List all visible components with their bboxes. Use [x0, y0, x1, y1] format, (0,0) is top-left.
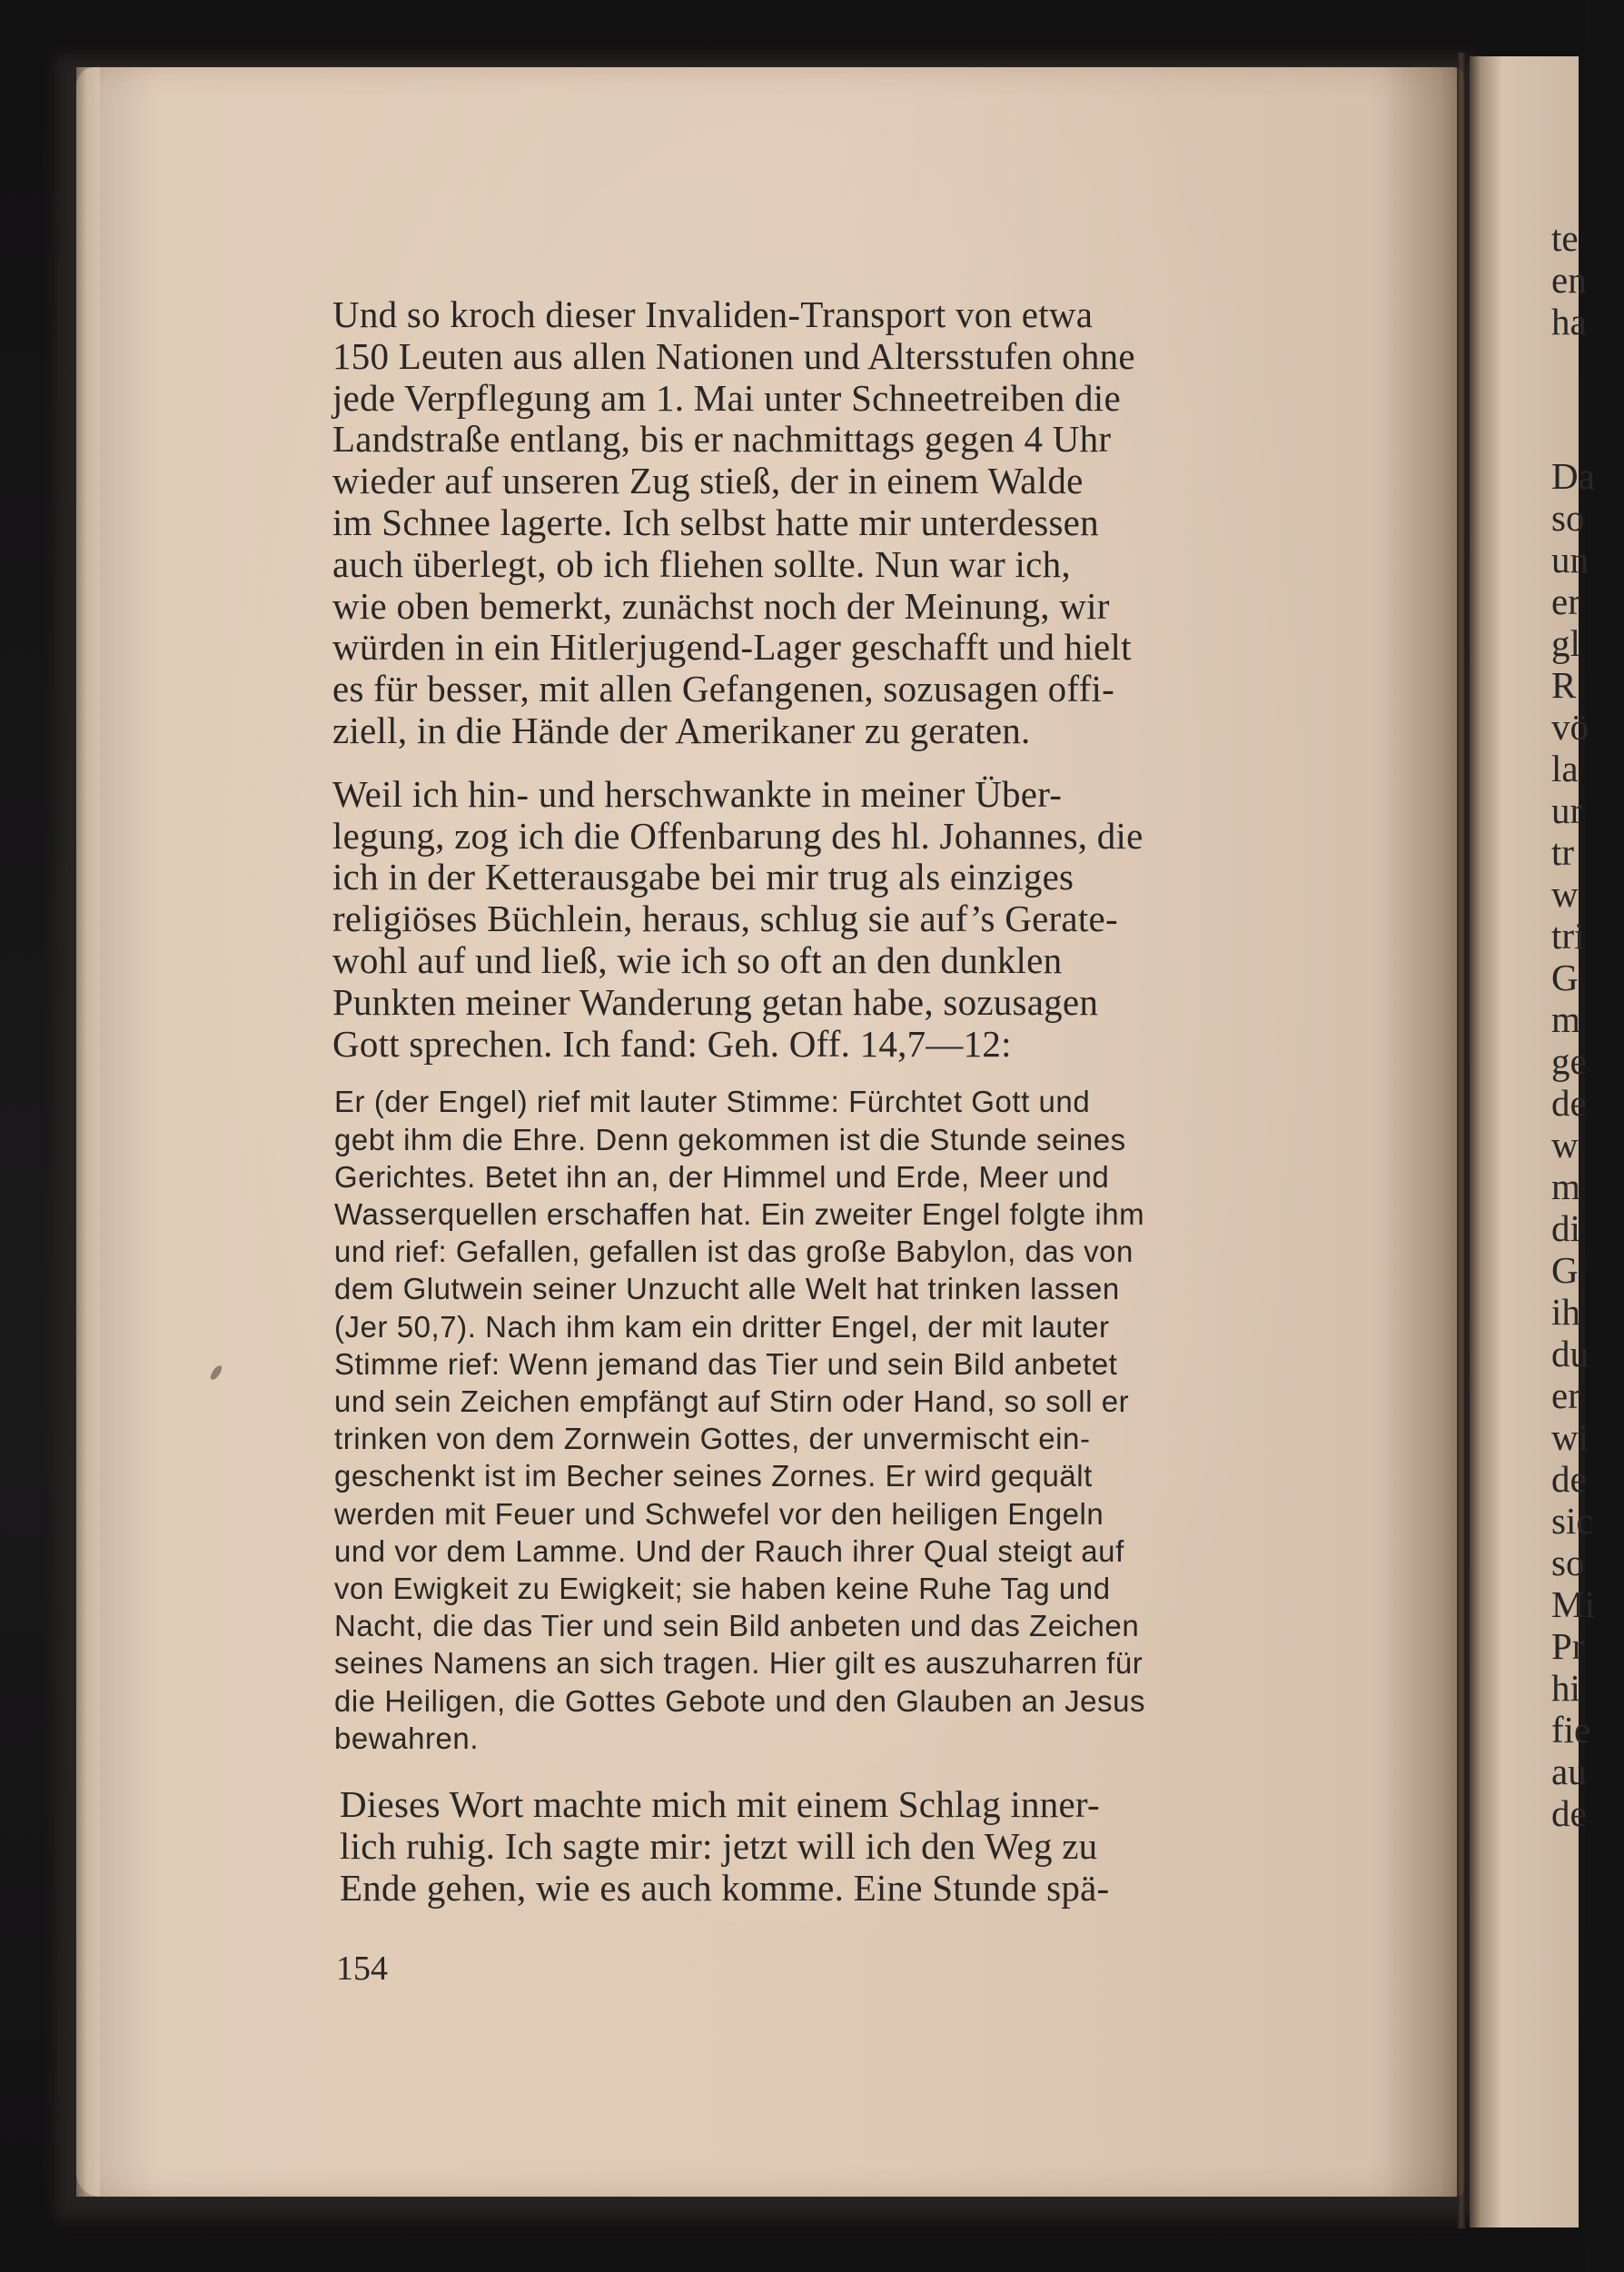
fragment-line: la: [1551, 748, 1579, 789]
fragment-line: au: [1551, 1751, 1587, 1792]
fragment-line: ur: [1551, 789, 1583, 831]
fragment-line: de: [1551, 1458, 1587, 1500]
fragment-line: R: [1551, 664, 1577, 706]
book-spine-shadow: [1457, 53, 1466, 2228]
fragment-line: so: [1551, 1542, 1585, 1583]
fragment-line: ge: [1551, 1040, 1587, 1082]
page-number: 154: [336, 1950, 388, 1988]
fragment-line: m: [1551, 998, 1580, 1040]
fragment-line: tr: [1551, 831, 1575, 873]
next-page-edge: [1470, 56, 1595, 2227]
fragment-line: tri: [1551, 915, 1585, 957]
fragment-line: G: [1551, 957, 1579, 998]
paper-fleck: [209, 1364, 224, 1381]
fragment-line: Mi: [1551, 1583, 1595, 1625]
left-book-page: [76, 67, 1464, 2197]
fragment-line: w: [1551, 1124, 1579, 1166]
page-edge-left: [76, 67, 100, 2197]
fragment-line: ha: [1551, 301, 1587, 342]
fragment-line: Da: [1551, 455, 1595, 497]
fragment-line: wi: [1551, 1416, 1589, 1458]
fragment-line: de: [1551, 1792, 1587, 1834]
fragment-line: so: [1551, 497, 1585, 539]
fragment-line: er: [1551, 580, 1580, 622]
fragment-line: du: [1551, 1333, 1589, 1374]
fragment-line: w: [1551, 873, 1579, 915]
body-paragraph-3: Dieses Wort machte mich mit einem Schlag inner- lich ruhig. Ich sagte mir: jetzt will ich den Weg zu Ende gehen, wie es auch komme. Eine Stunde spä-: [340, 1783, 1110, 1909]
fragment-line: G: [1551, 1249, 1579, 1291]
fragment-line: ih: [1551, 1291, 1580, 1333]
fragment-line: un: [1551, 539, 1589, 580]
fragment-line: di: [1551, 1207, 1580, 1249]
fragment-line: en: [1551, 259, 1587, 301]
fragment-line: de: [1551, 1082, 1587, 1124]
body-paragraph-1: Und so kroch dieser Invaliden-Transport von etwa 150 Leuten aus allen Nationen und Altersstufen ohne jede Verpflegung am 1. Mai unter Schneetreiben die Landstraße entlang, bis er nachmittags gegen 4 Uhr wieder auf unseren Zug stieß, der in einem Walde im Schnee lagerte. Ich selbst hatte mir unterdessen auch überlegt, ob ich fliehen sollte. Nun war ich, wie oben bemerkt, zunächst noch der Meinung, wir würden in ein Hitlerjugend-Lager geschafft und hielt es für besser, mit allen Gefangenen, sozusagen offi- ziell, in die Hände der Amerikaner zu geraten.: [332, 293, 1135, 751]
scripture-quotation: Er (der Engel) rief mit lauter Stimme: Fürchtet Gott und gebt ihm die Ehre. Denn gekommen ist die Stunde seines Gerichtes. Betet ihn an, der Himmel und Erde, Meer und Wasserquellen erschaffen hat. Ein zweiter Engel folgte ihm und rief: Gefallen, gefallen ist das große Babylon, das von dem Glutwein seiner Unzucht alle Welt hat trinken lassen (Jer 50,7). Nach ihm kam ein dritter Engel, der mit lauter Stimme rief: Wenn jemand das Tier und sein Bild anbetet und sein Zeichen empfängt auf Stirn oder Hand, so soll er trinken von dem Zornwein Gottes, der unvermischt ein- geschenkt ist im Becher seines Zornes. Er wird gequält werden mit Feuer und Schwefel vor den heiligen Engeln und vor dem Lamme. Und der Rauch ihrer Qual steigt auf von Ewigkeit zu Ewigkeit; sie haben keine Ruhe Tag und Nacht, die das Tier und sein Bild anbeten und das Zeichen seines Namens an sich tragen. Hier gilt es auszuharren für die Heiligen, die Gottes Gebote und den Glauben an Jesus bewahren.: [334, 1085, 1146, 1755]
fragment-line: er: [1551, 1374, 1580, 1416]
fragment-line: Pr: [1551, 1625, 1585, 1667]
fragment-line: sic: [1551, 1500, 1593, 1542]
body-paragraph-2: Weil ich hin- und herschwankte in meiner Über- legung, zog ich die Offenbarung des hl. Johannes, die ich in der Ketterausgabe bei mir trug als einziges religiöses Büchlein, heraus, schlug sie auf’s Gerate- wohl auf und ließ, wie ich so oft an den dunklen Punkten meiner Wanderung getan habe, sozusagen Gott sprechen. Ich fand: Geh. Off. 14,7—12:: [332, 772, 1144, 1065]
fragment-line: hi: [1551, 1667, 1580, 1709]
fragment-line: gl: [1551, 622, 1580, 664]
fragment-line: m: [1551, 1166, 1580, 1207]
page-text-block: [332, 294, 1400, 1909]
fragment-line: fie: [1551, 1709, 1591, 1751]
fragment-line: te: [1551, 217, 1579, 259]
fragment-line: vö: [1551, 706, 1589, 748]
